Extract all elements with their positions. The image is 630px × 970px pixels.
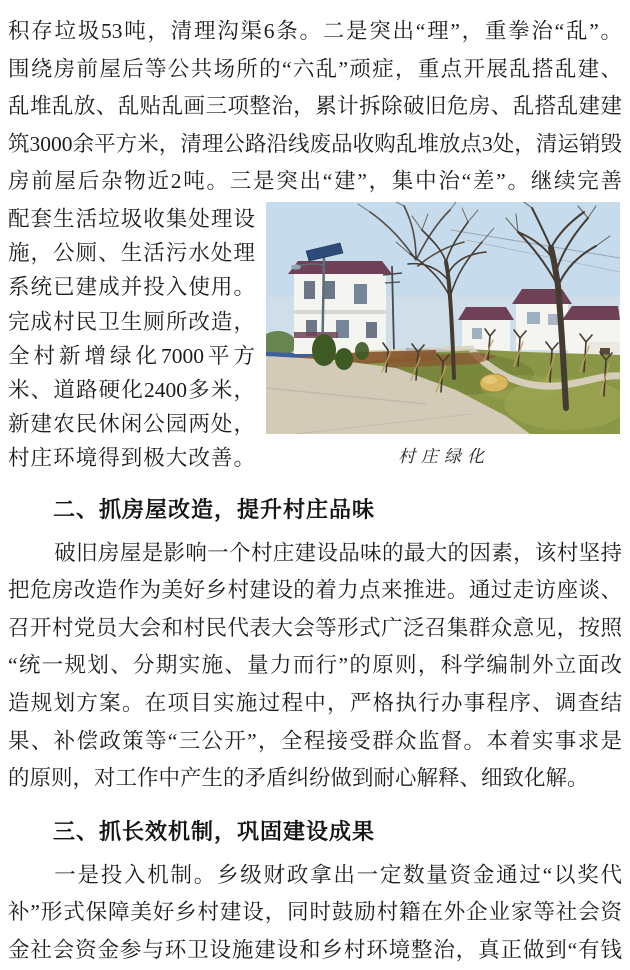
paragraph-intro <box>8 13 622 201</box>
section-heading-2: 二、抓房屋改造，提升村庄品味 <box>53 496 376 522</box>
text-line: 系统已建成并投入使用。 <box>8 275 255 300</box>
section-heading-3: 三、抓长效机制，巩固建设成果 <box>53 818 376 844</box>
text-line: 完成村民卫生厕所改造， <box>8 309 255 334</box>
figure-row <box>8 202 622 476</box>
yellow-rock <box>480 374 508 392</box>
text-line: 积存垃圾53吨，清理沟渠6条。二是突出“理”，重拳治“乱”。 <box>8 19 622 43</box>
text-line: 房前屋后杂物近2吨。三是突出“建”，集中治“差”。继续完善 <box>8 169 622 194</box>
main-house <box>288 261 392 354</box>
village-greening-photo <box>266 202 620 434</box>
text-line: 配套生活垃圾收集处理设 <box>8 206 255 231</box>
text-line: 果、补偿政策等“三公开”，全程接受群众监督。本着实事求是 <box>8 728 622 753</box>
text-line: 施，公厕、生活污水处理 <box>8 241 255 266</box>
text-line: 村庄环境得到极大改善。 <box>8 446 255 471</box>
text-line: 乱堆乱放、乱贴乱画三项整治，累计拆除破旧危房、乱搭乱建建 <box>8 94 622 119</box>
text-line: 的原则，对工作中产生的矛盾纠纷做到耐心解释、细致化解。 <box>8 766 589 791</box>
text-line: 破旧房屋是影响一个村庄建设品味的最大的因素，该村坚持 <box>54 540 622 565</box>
text-line: 围绕房前屋后等公共场所的“六乱”顽症，重点开展乱搭乱建、 <box>8 56 622 81</box>
text-line: 筑3000余平方米，清理公路沿线废品收购乱堆放点3处，清运销毁 <box>8 131 622 156</box>
photo-caption: 村庄绿化 <box>398 446 490 466</box>
paragraph-section-3 <box>8 857 622 970</box>
text-line: 一是投入机制。乡级财政拿出一定数量资金通过“以奖代 <box>54 862 622 887</box>
text-line: 把危房改造作为美好乡村建设的着力点来推进。通过走访座谈、 <box>8 578 622 603</box>
text-line: 召开村党员大会和村民代表大会等形式广泛召集群众意见，按照 <box>8 615 622 640</box>
text-line: 金社会资金参与环卫设施建设和乡村环境整治，真正做到“有钱 <box>8 937 622 962</box>
village-photo-figure <box>266 202 622 476</box>
paragraph-intro-column <box>8 202 255 476</box>
text-line: 米、道路硬化2400多米， <box>8 377 255 402</box>
paragraph-section-2 <box>8 535 622 798</box>
text-line: “统一规划、分期实施、量力而行”的原则，科学编制外立面改 <box>8 653 622 678</box>
text-line: 新建农民休闲公园两处， <box>8 412 255 437</box>
text-line: 造规划方案。在项目实施过程中，严格执行办事程序、调查结 <box>8 690 622 715</box>
text-line: 补”形式保障美好乡村建设，同时鼓励村籍在外企业家等社会资 <box>8 900 622 925</box>
text-line: 全村新增绿化7000平方 <box>8 343 255 368</box>
